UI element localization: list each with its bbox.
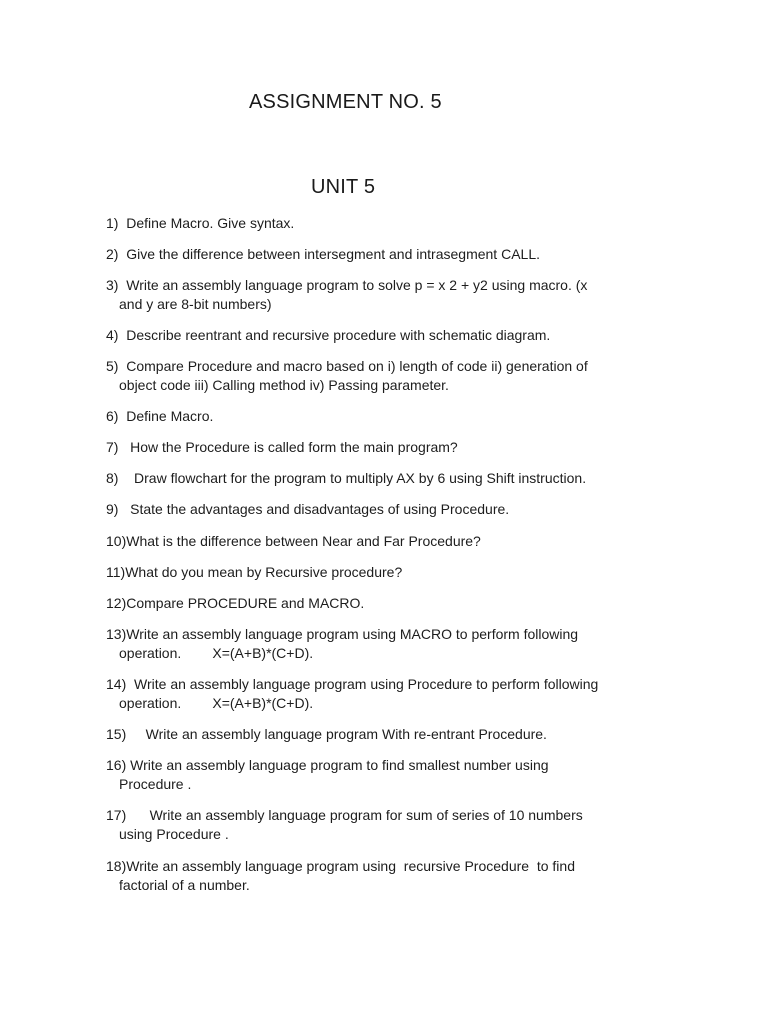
question-12 (106, 594, 626, 613)
question-text: 4) Describe reentrant and recursive procedure with schematic diagram. (106, 327, 551, 343)
question-13 (106, 625, 626, 663)
question-text: 14) Write an assembly language program using Procedure to perform following (106, 676, 599, 692)
question-4 (106, 326, 626, 345)
question-text: 5) Compare Procedure and macro based on i) length of code ii) generation of (106, 358, 588, 374)
question-text: 13)Write an assembly language program using MACRO to perform following (106, 626, 579, 642)
question-text: 18)Write an assembly language program using recursive Procedure to find (106, 858, 575, 874)
question-text: 15) Write an assembly language program With re-entrant Procedure. (106, 726, 547, 742)
question-7 (106, 438, 626, 457)
question-text: 17) Write an assembly language program for sum of series of 10 numbers (106, 807, 583, 823)
question-11 (106, 563, 626, 582)
question-text: 3) Write an assembly language program to solve p = x 2 + y2 using macro. (x (106, 277, 588, 293)
question-text: 9) State the advantages and disadvantages of using Procedure. (106, 501, 510, 517)
question-text: 8) Draw flowchart for the program to multiply AX by 6 using Shift instruction. (106, 470, 587, 486)
question-text-continued: operation. X=(A+B)*(C+D). (119, 695, 314, 711)
question-8 (106, 469, 626, 488)
question-text: 2) Give the difference between intersegment and intrasegment CALL. (106, 246, 540, 262)
question-text: 12)Compare PROCEDURE and MACRO. (106, 595, 365, 611)
question-text-continued: object code iii) Calling method iv) Passing parameter. (119, 377, 449, 393)
question-text-continued: operation. X=(A+B)*(C+D). (119, 645, 314, 661)
question-text: 10)What is the difference between Near and Far Procedure? (106, 533, 481, 549)
assignment-title: ASSIGNMENT NO. 5 (249, 91, 442, 113)
question-9 (106, 500, 626, 519)
question-text: 16) Write an assembly language program to find smallest number using (106, 757, 549, 773)
question-5 (106, 357, 626, 395)
question-1 (106, 214, 626, 233)
question-14 (106, 675, 626, 713)
question-6 (106, 407, 626, 426)
question-text-continued: using Procedure . (119, 826, 229, 842)
question-text: 11)What do you mean by Recursive procedure? (106, 564, 403, 580)
question-text: 6) Define Macro. (106, 408, 214, 424)
unit-title: UNIT 5 (311, 176, 376, 198)
question-text: 1) Define Macro. Give syntax. (106, 215, 295, 231)
question-15 (106, 725, 626, 744)
question-text: 7) How the Procedure is called form the main program? (106, 439, 458, 455)
question-3 (106, 276, 626, 314)
question-10 (106, 532, 626, 551)
question-16 (106, 756, 626, 794)
question-17 (106, 806, 626, 844)
question-text-continued: factorial of a number. (119, 877, 250, 893)
question-2 (106, 245, 626, 264)
question-text-continued: and y are 8-bit numbers) (119, 296, 272, 312)
question-text-continued: Procedure . (119, 776, 192, 792)
question-18 (106, 857, 626, 895)
